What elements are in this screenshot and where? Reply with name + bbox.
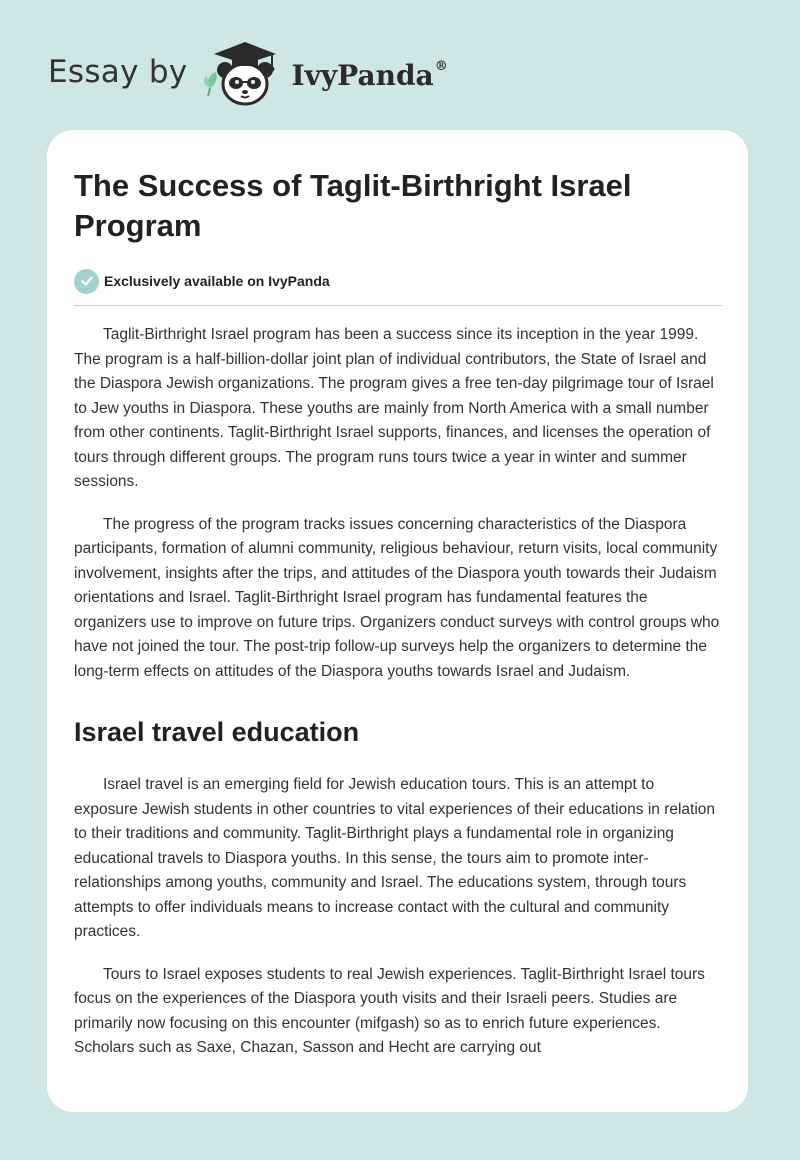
divider <box>74 305 722 306</box>
check-icon <box>74 269 99 294</box>
registered-mark: ® <box>434 58 448 74</box>
paragraph: Israel travel is an emerging field for Jewish education tours. This is an attempt to exposure Jewish students in other countries to vital experiences of their educations in relation to their traditions and community. Taglit-Birthright plays a fundamental role in organizing educational travels to Diaspora youths. In this sense, the tours aim to promote inter-relationships among youths, community and Israel. The educations system, through tours attempts to offer individuals means to increase contact with the cultural and community practices. <box>74 776 716 940</box>
paragraph: The progress of the program tracks issues concerning characteristics of the Diaspora participants, formation of alumni community, religious behaviour, return visits, local community involvement, insights after the trips, and attitudes of the Diaspora youth towards their Judaism orientations and Israel. Taglit-Birthright Israel program has fundamental features the organizers use to improve on future trips. Organizers conduct surveys with control groups who have not joined the tour. The post-trip follow-up surveys help the organizers to determine the long-term effects on attitudes of the Diaspora youths towards Israel and Judaism. <box>74 515 720 680</box>
brand-name[interactable] <box>292 59 448 92</box>
exclusive-text: Exclusively available on IvyPanda <box>104 273 330 289</box>
paragraph: Taglit-Birthright Israel program has been a success since its inception in the year 1999. The program is a half-billion-dollar joint plan of individual contributors, the State of Israel and the Diaspora Jewish organizations. The program gives a free ten-day pilgrimage tour of Israel to Jew youths in Diaspora. These youths are mainly from North America with a small number from other continents. Taglit-Birthright Israel supports, finances, and licenses the operation of tours through different groups. The program runs tours twice a year in winter and summer sessions. <box>74 326 714 490</box>
essay-card <box>47 130 748 1112</box>
paragraph: Tours to Israel exposes students to real Jewish experiences. Taglit-Birthright Israel tours focus on the experiences of the Diaspora youth visits and their Israeli peers. Studies are primarily now focusing on this encounter (mifgash) so as to enrich future experiences. Scholars such as Saxe, Chazan, Sasson and Hecht are carrying out <box>74 965 705 1056</box>
section-heading: Israel travel education <box>74 717 360 747</box>
exclusive-badge <box>74 268 722 294</box>
brand-name-text: IvyPanda <box>291 58 434 92</box>
panda-logo-icon[interactable] <box>200 36 290 108</box>
essay-content <box>74 166 722 1061</box>
site-header <box>48 36 448 108</box>
essay-title: The Success of Taglit-Birthright Israel Program <box>74 168 632 243</box>
brand-prefix: Essay by <box>48 54 188 90</box>
